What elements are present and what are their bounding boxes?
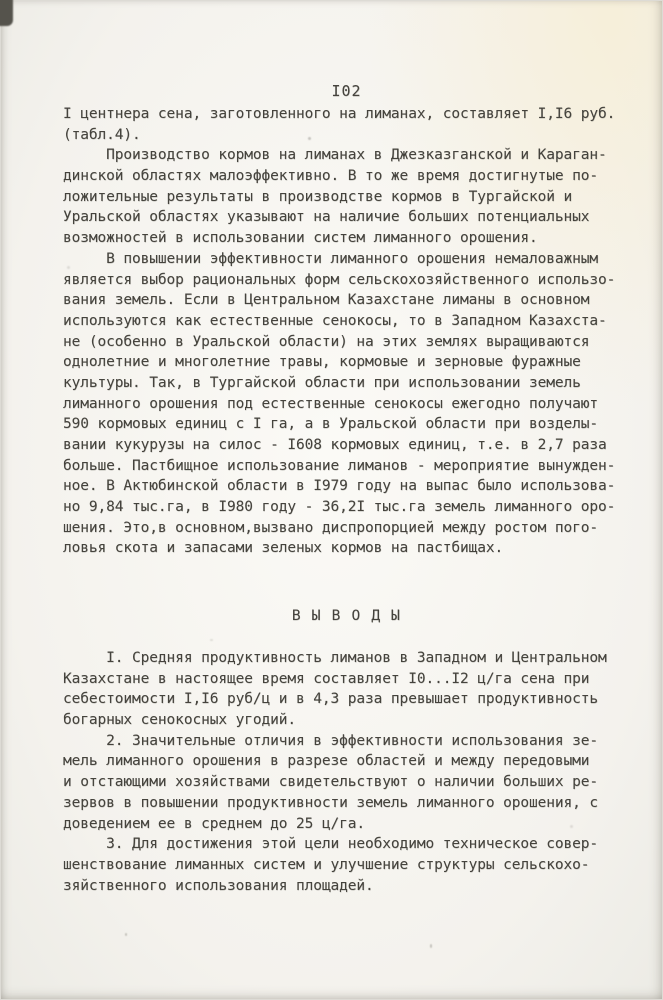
text-line: ное. В Актюбинской области в I979 году на выпас было использова- <box>63 478 616 495</box>
text-line: себестоимости I,I6 руб/ц и в 4,3 раза превышает продуктивность <box>63 691 599 708</box>
text-line: и отстающими хозяйствами свидетельствуют о наличии больших ре- <box>63 774 599 791</box>
text-line: 3. Для достижения этой цели необходимо техническое совер- <box>63 836 599 853</box>
text-line: не (особенно в Уральской области) на этих землях выращиваются <box>63 333 590 350</box>
scan-speck <box>125 933 127 936</box>
text-line: возможностей в использовании систем лиманного орошения. <box>63 230 538 247</box>
text-line: В повышении эффективности лиманного орошения немаловажным <box>63 250 599 267</box>
main-text-block <box>63 104 638 559</box>
text-line: Производство кормов на лиманах в Джезказганской и Караган- <box>63 147 607 164</box>
scan-speck <box>308 137 311 140</box>
text-line: Уральской областях указывают на наличие больших потенциальных <box>63 209 590 226</box>
text-line: I. Средняя продуктивность лиманов в Западном и Центральном <box>63 650 607 666</box>
text-line: шенствование лиманных систем и улучшение структуры сельскохо- <box>63 856 590 873</box>
text-line: (табл.4). <box>63 126 141 143</box>
scan-speck <box>67 266 70 269</box>
section-heading: В Ы В О Д Ы <box>291 608 402 624</box>
text-line: 2. Значительные отличия в эффективности использования зе- <box>63 732 599 749</box>
scan-speck <box>430 944 432 948</box>
text-line: вания земель. Если в Центральном Казахстане лиманы в основном <box>63 292 590 309</box>
conclusions-text-block <box>63 648 638 896</box>
text-line: зяйственного использования площадей. <box>63 877 374 894</box>
text-line: шения. Это,в основном,вызвано диспропорцией между ростом пого- <box>63 519 599 536</box>
text-line: Казахстане в настоящее время составляет I0...I2 ц/га сена при <box>63 670 590 687</box>
text-line: ложительные результаты в производстве кормов в Тургайской и <box>63 188 573 205</box>
text-line: доведением ее в среднем до 25 ц/га. <box>63 815 366 832</box>
text-line: но 9,84 тыс.га, в I980 году - 36,2I тыс.га земель лиманного оро- <box>63 499 616 516</box>
text-line: 590 кормовых единиц с I га, а в Уральской области при возделы- <box>63 416 599 433</box>
text-line: является выбор рациональных форм сельскохозяйственного использо- <box>63 271 616 288</box>
scan-speck <box>570 825 573 828</box>
page-number: I02 <box>331 82 362 100</box>
scan-corner-artifact <box>0 0 13 26</box>
text-line: I центнера сена, заготовленного на лиманах, составляет I,I6 руб. <box>63 106 616 122</box>
text-line: вании кукурузы на силос - I608 кормовых единиц, т.е. в 2,7 раза <box>63 437 607 453</box>
scan-speck <box>210 639 213 641</box>
text-line: культуры. Так, в Тургайской области при использовании земель <box>63 374 581 391</box>
text-line: больше. Пастбищное использование лиманов - мероприятие вынужден- <box>63 457 616 474</box>
text-line: динской областях малоэффективно. В то же время достигнутые по- <box>63 168 599 185</box>
text-line: ловья скота и запасами зеленых кормов на пастбищах. <box>63 540 504 557</box>
text-line: однолетние и многолетние травы, кормовые и зерновые фуражные <box>63 354 581 371</box>
text-line: богарных сенокосных угодий. <box>63 712 297 729</box>
text-line: зервов в повышении продуктивности земель лиманного орошения, с <box>63 794 599 811</box>
text-line: мель лиманного орошения в разрезе областей и между передовыми <box>63 753 590 770</box>
text-line: лиманного орошения под естественные сенокосы ежегодно получают <box>63 395 599 412</box>
text-line: используются как естественные сенокосы, то в Западном Казахста- <box>63 312 607 329</box>
